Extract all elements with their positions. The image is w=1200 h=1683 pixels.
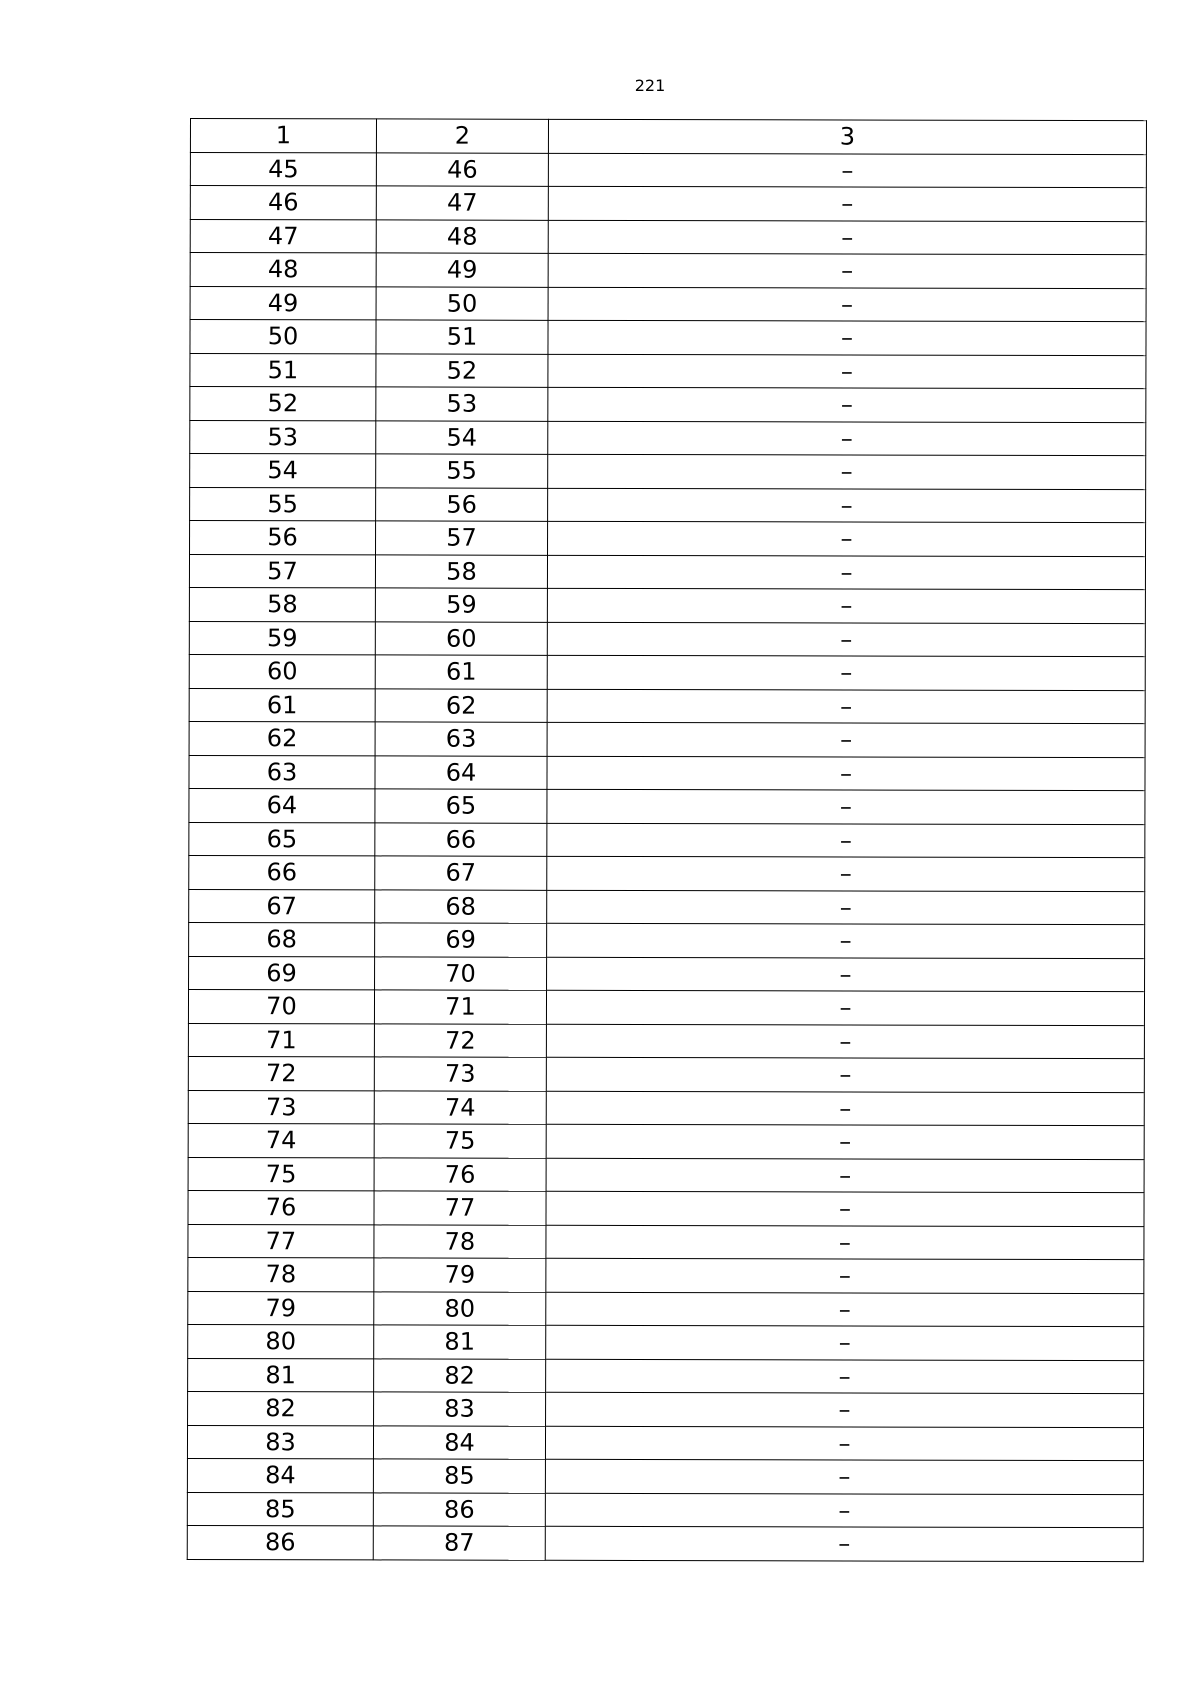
table-cell-col-2: 49	[376, 253, 548, 287]
table-cell-col-3: –	[548, 186, 1146, 221]
table-cell-col-2: 81	[374, 1325, 546, 1359]
table-cell-col-2: 80	[374, 1291, 546, 1325]
table-row	[190, 320, 1146, 356]
table-row	[188, 1123, 1144, 1159]
table-cell-col-2: 60	[375, 621, 547, 655]
table-cell-col-3: –	[547, 588, 1145, 623]
table-row	[189, 554, 1145, 590]
table-row	[189, 922, 1145, 958]
table-cell-col-1: 66	[189, 855, 375, 889]
table-row	[188, 1190, 1144, 1226]
table-cell-col-1: 51	[190, 353, 376, 387]
table-cell-col-1: 49	[190, 286, 376, 320]
table-row	[190, 186, 1146, 222]
table-body	[187, 152, 1146, 1561]
table-cell-col-1: 60	[189, 654, 375, 688]
table-cell-col-3: –	[548, 521, 1146, 556]
table-row	[187, 1425, 1143, 1461]
table-cell-col-3: –	[546, 1258, 1144, 1293]
table-header	[190, 119, 1146, 155]
table-cell-col-1: 79	[188, 1291, 374, 1325]
table-cell-col-3: –	[547, 789, 1145, 824]
table-cell-col-1: 65	[189, 822, 375, 856]
table-cell-col-1: 57	[189, 554, 375, 588]
table-cell-col-1: 75	[188, 1157, 374, 1191]
table-row	[188, 1224, 1144, 1260]
table-cell-col-3: –	[547, 856, 1145, 891]
table-cell-col-3: –	[547, 823, 1145, 858]
table-row	[190, 420, 1146, 456]
table-cell-col-3: –	[547, 622, 1145, 657]
table-cell-col-3: –	[547, 555, 1145, 590]
table-cell-col-1: 86	[187, 1525, 373, 1559]
table-cell-col-1: 68	[189, 922, 375, 956]
table-cell-col-2: 63	[375, 722, 547, 756]
table-cell-col-3: –	[548, 354, 1146, 389]
table-cell-col-1: 64	[189, 788, 375, 822]
table-cell-col-3: –	[548, 153, 1146, 188]
table-cell-col-1: 82	[188, 1391, 374, 1425]
table-cell-col-1: 84	[187, 1458, 373, 1492]
table-row	[189, 889, 1145, 925]
table-cell-col-1: 76	[188, 1190, 374, 1224]
table-row	[190, 219, 1146, 255]
table-cell-col-1: 54	[190, 454, 376, 488]
table-cell-col-2: 62	[375, 688, 547, 722]
table-cell-col-3: –	[545, 1459, 1143, 1494]
table-cell-col-2: 77	[374, 1191, 546, 1225]
table-cell-col-1: 58	[189, 587, 375, 621]
table-cell-col-3: –	[548, 387, 1146, 422]
table-cell-col-2: 56	[376, 487, 548, 521]
table-cell-col-2: 52	[376, 353, 548, 387]
table-cell-col-1: 81	[188, 1358, 374, 1392]
table-cell-col-2: 82	[374, 1358, 546, 1392]
header-cell-col-2: 2	[376, 119, 548, 153]
table-cell-col-3: –	[547, 655, 1145, 690]
table-cell-col-3: –	[546, 1325, 1144, 1360]
table-row	[190, 353, 1146, 389]
table-cell-col-1: 70	[188, 989, 374, 1023]
table-row	[187, 1458, 1143, 1494]
table-cell-col-2: 84	[373, 1425, 545, 1459]
table-cell-col-1: 77	[188, 1224, 374, 1258]
table-cell-col-2: 70	[375, 956, 547, 990]
table-row	[190, 253, 1146, 289]
table-cell-col-2: 64	[375, 755, 547, 789]
table-row	[187, 1525, 1143, 1561]
table-cell-col-2: 87	[373, 1526, 545, 1560]
table-cell-col-1: 80	[188, 1324, 374, 1358]
table-row	[190, 521, 1146, 557]
header-cell-col-3: 3	[548, 119, 1146, 154]
table-header-row	[190, 119, 1146, 155]
table-row	[189, 621, 1145, 657]
table-row	[190, 487, 1146, 523]
table-cell-col-1: 52	[190, 387, 376, 421]
header-cell-col-1: 1	[190, 119, 376, 153]
table-cell-col-3: –	[546, 1057, 1144, 1092]
table-cell-col-2: 57	[376, 521, 548, 555]
table-cell-col-3: –	[546, 1292, 1144, 1327]
table-cell-col-2: 65	[375, 789, 547, 823]
table-cell-col-1: 45	[190, 152, 376, 186]
table-cell-col-2: 53	[376, 387, 548, 421]
table-row	[189, 855, 1145, 891]
table-cell-col-2: 79	[374, 1258, 546, 1292]
table-cell-col-2: 86	[373, 1492, 545, 1526]
table-cell-col-3: –	[548, 454, 1146, 489]
table-cell-col-1: 83	[187, 1425, 373, 1459]
table-cell-col-2: 47	[376, 186, 548, 220]
table-cell-col-3: –	[545, 1493, 1143, 1528]
table-cell-col-2: 61	[375, 655, 547, 689]
table-cell-col-2: 76	[374, 1157, 546, 1191]
table-cell-col-1: 50	[190, 320, 376, 354]
table-row	[190, 152, 1146, 188]
table-cell-col-3: –	[548, 220, 1146, 255]
table-cell-col-1: 85	[187, 1492, 373, 1526]
table-cell-col-2: 69	[375, 923, 547, 957]
table-cell-col-3: –	[546, 1158, 1144, 1193]
table-row	[188, 1324, 1144, 1360]
table-cell-col-2: 74	[374, 1090, 546, 1124]
table-cell-col-3: –	[546, 990, 1144, 1025]
table-cell-col-3: –	[548, 488, 1146, 523]
table-row	[189, 721, 1145, 757]
table-cell-col-3: –	[547, 722, 1145, 757]
table-cell-col-1: 59	[189, 621, 375, 655]
table-cell-col-3: –	[547, 689, 1145, 724]
data-table	[187, 118, 1147, 1562]
table-cell-col-3: –	[546, 1091, 1144, 1126]
table-row	[188, 989, 1144, 1025]
table-cell-col-1: 78	[188, 1257, 374, 1291]
table-row	[189, 755, 1145, 791]
table-row	[188, 1358, 1144, 1394]
table-cell-col-1: 61	[189, 688, 375, 722]
table-cell-col-2: 59	[375, 588, 547, 622]
table-cell-col-3: –	[546, 1024, 1144, 1059]
table-row	[189, 587, 1145, 623]
table-cell-col-2: 72	[374, 1023, 546, 1057]
table-cell-col-2: 58	[375, 554, 547, 588]
table-row	[187, 1492, 1143, 1528]
table-cell-col-2: 85	[373, 1459, 545, 1493]
table-cell-col-1: 62	[189, 721, 375, 755]
table-cell-col-3: –	[548, 320, 1146, 355]
table-row	[189, 822, 1145, 858]
table-cell-col-2: 68	[375, 889, 547, 923]
table-row	[188, 1291, 1144, 1327]
table-cell-col-3: –	[545, 1526, 1143, 1561]
table-cell-col-3: –	[546, 1392, 1144, 1427]
table-cell-col-2: 66	[375, 822, 547, 856]
table-cell-col-3: –	[548, 421, 1146, 456]
table-cell-col-2: 75	[374, 1124, 546, 1158]
table-row	[190, 454, 1146, 490]
table-cell-col-3: –	[547, 923, 1145, 958]
table-cell-col-3: –	[547, 890, 1145, 925]
table-cell-col-1: 74	[188, 1123, 374, 1157]
table-cell-col-3: –	[547, 957, 1145, 992]
table-cell-col-1: 46	[190, 186, 376, 220]
table-cell-col-2: 73	[374, 1057, 546, 1091]
table-cell-col-2: 55	[376, 454, 548, 488]
table-cell-col-2: 83	[374, 1392, 546, 1426]
table-cell-col-1: 73	[188, 1090, 374, 1124]
table-row	[189, 956, 1145, 992]
table-cell-col-2: 46	[376, 152, 548, 186]
table-cell-col-3: –	[548, 253, 1146, 288]
table-row	[189, 688, 1145, 724]
table-cell-col-1: 53	[190, 420, 376, 454]
table-cell-col-2: 54	[376, 420, 548, 454]
table-row	[190, 286, 1146, 322]
table-row	[188, 1157, 1144, 1193]
table-cell-col-1: 63	[189, 755, 375, 789]
table-cell-col-3: –	[547, 756, 1145, 791]
table-cell-col-1: 56	[190, 521, 376, 555]
table-cell-col-2: 78	[374, 1224, 546, 1258]
table-cell-col-2: 71	[374, 990, 546, 1024]
table-cell-col-1: 69	[189, 956, 375, 990]
table-cell-col-1: 67	[189, 889, 375, 923]
table-cell-col-1: 48	[190, 253, 376, 287]
table-row	[189, 788, 1145, 824]
table-row	[188, 1023, 1144, 1059]
table-cell-col-1: 47	[190, 219, 376, 253]
table-cell-col-2: 51	[376, 320, 548, 354]
table-cell-col-3: –	[546, 1191, 1144, 1226]
table-cell-col-3: –	[545, 1426, 1143, 1461]
table-row	[188, 1257, 1144, 1293]
table-row	[190, 387, 1146, 423]
table-row	[189, 654, 1145, 690]
table-cell-col-2: 67	[375, 856, 547, 890]
table-cell-col-2: 48	[376, 219, 548, 253]
table-cell-col-3: –	[546, 1225, 1144, 1260]
table-row	[188, 1391, 1144, 1427]
table-cell-col-3: –	[546, 1359, 1144, 1394]
table-cell-col-3: –	[548, 287, 1146, 322]
table-cell-col-2: 50	[376, 286, 548, 320]
table-row	[188, 1056, 1144, 1092]
table-cell-col-1: 72	[188, 1056, 374, 1090]
table-cell-col-3: –	[546, 1124, 1144, 1159]
page-number: 221	[634, 76, 666, 95]
table-cell-col-1: 55	[190, 487, 376, 521]
table-row	[188, 1090, 1144, 1126]
table-cell-col-1: 71	[188, 1023, 374, 1057]
